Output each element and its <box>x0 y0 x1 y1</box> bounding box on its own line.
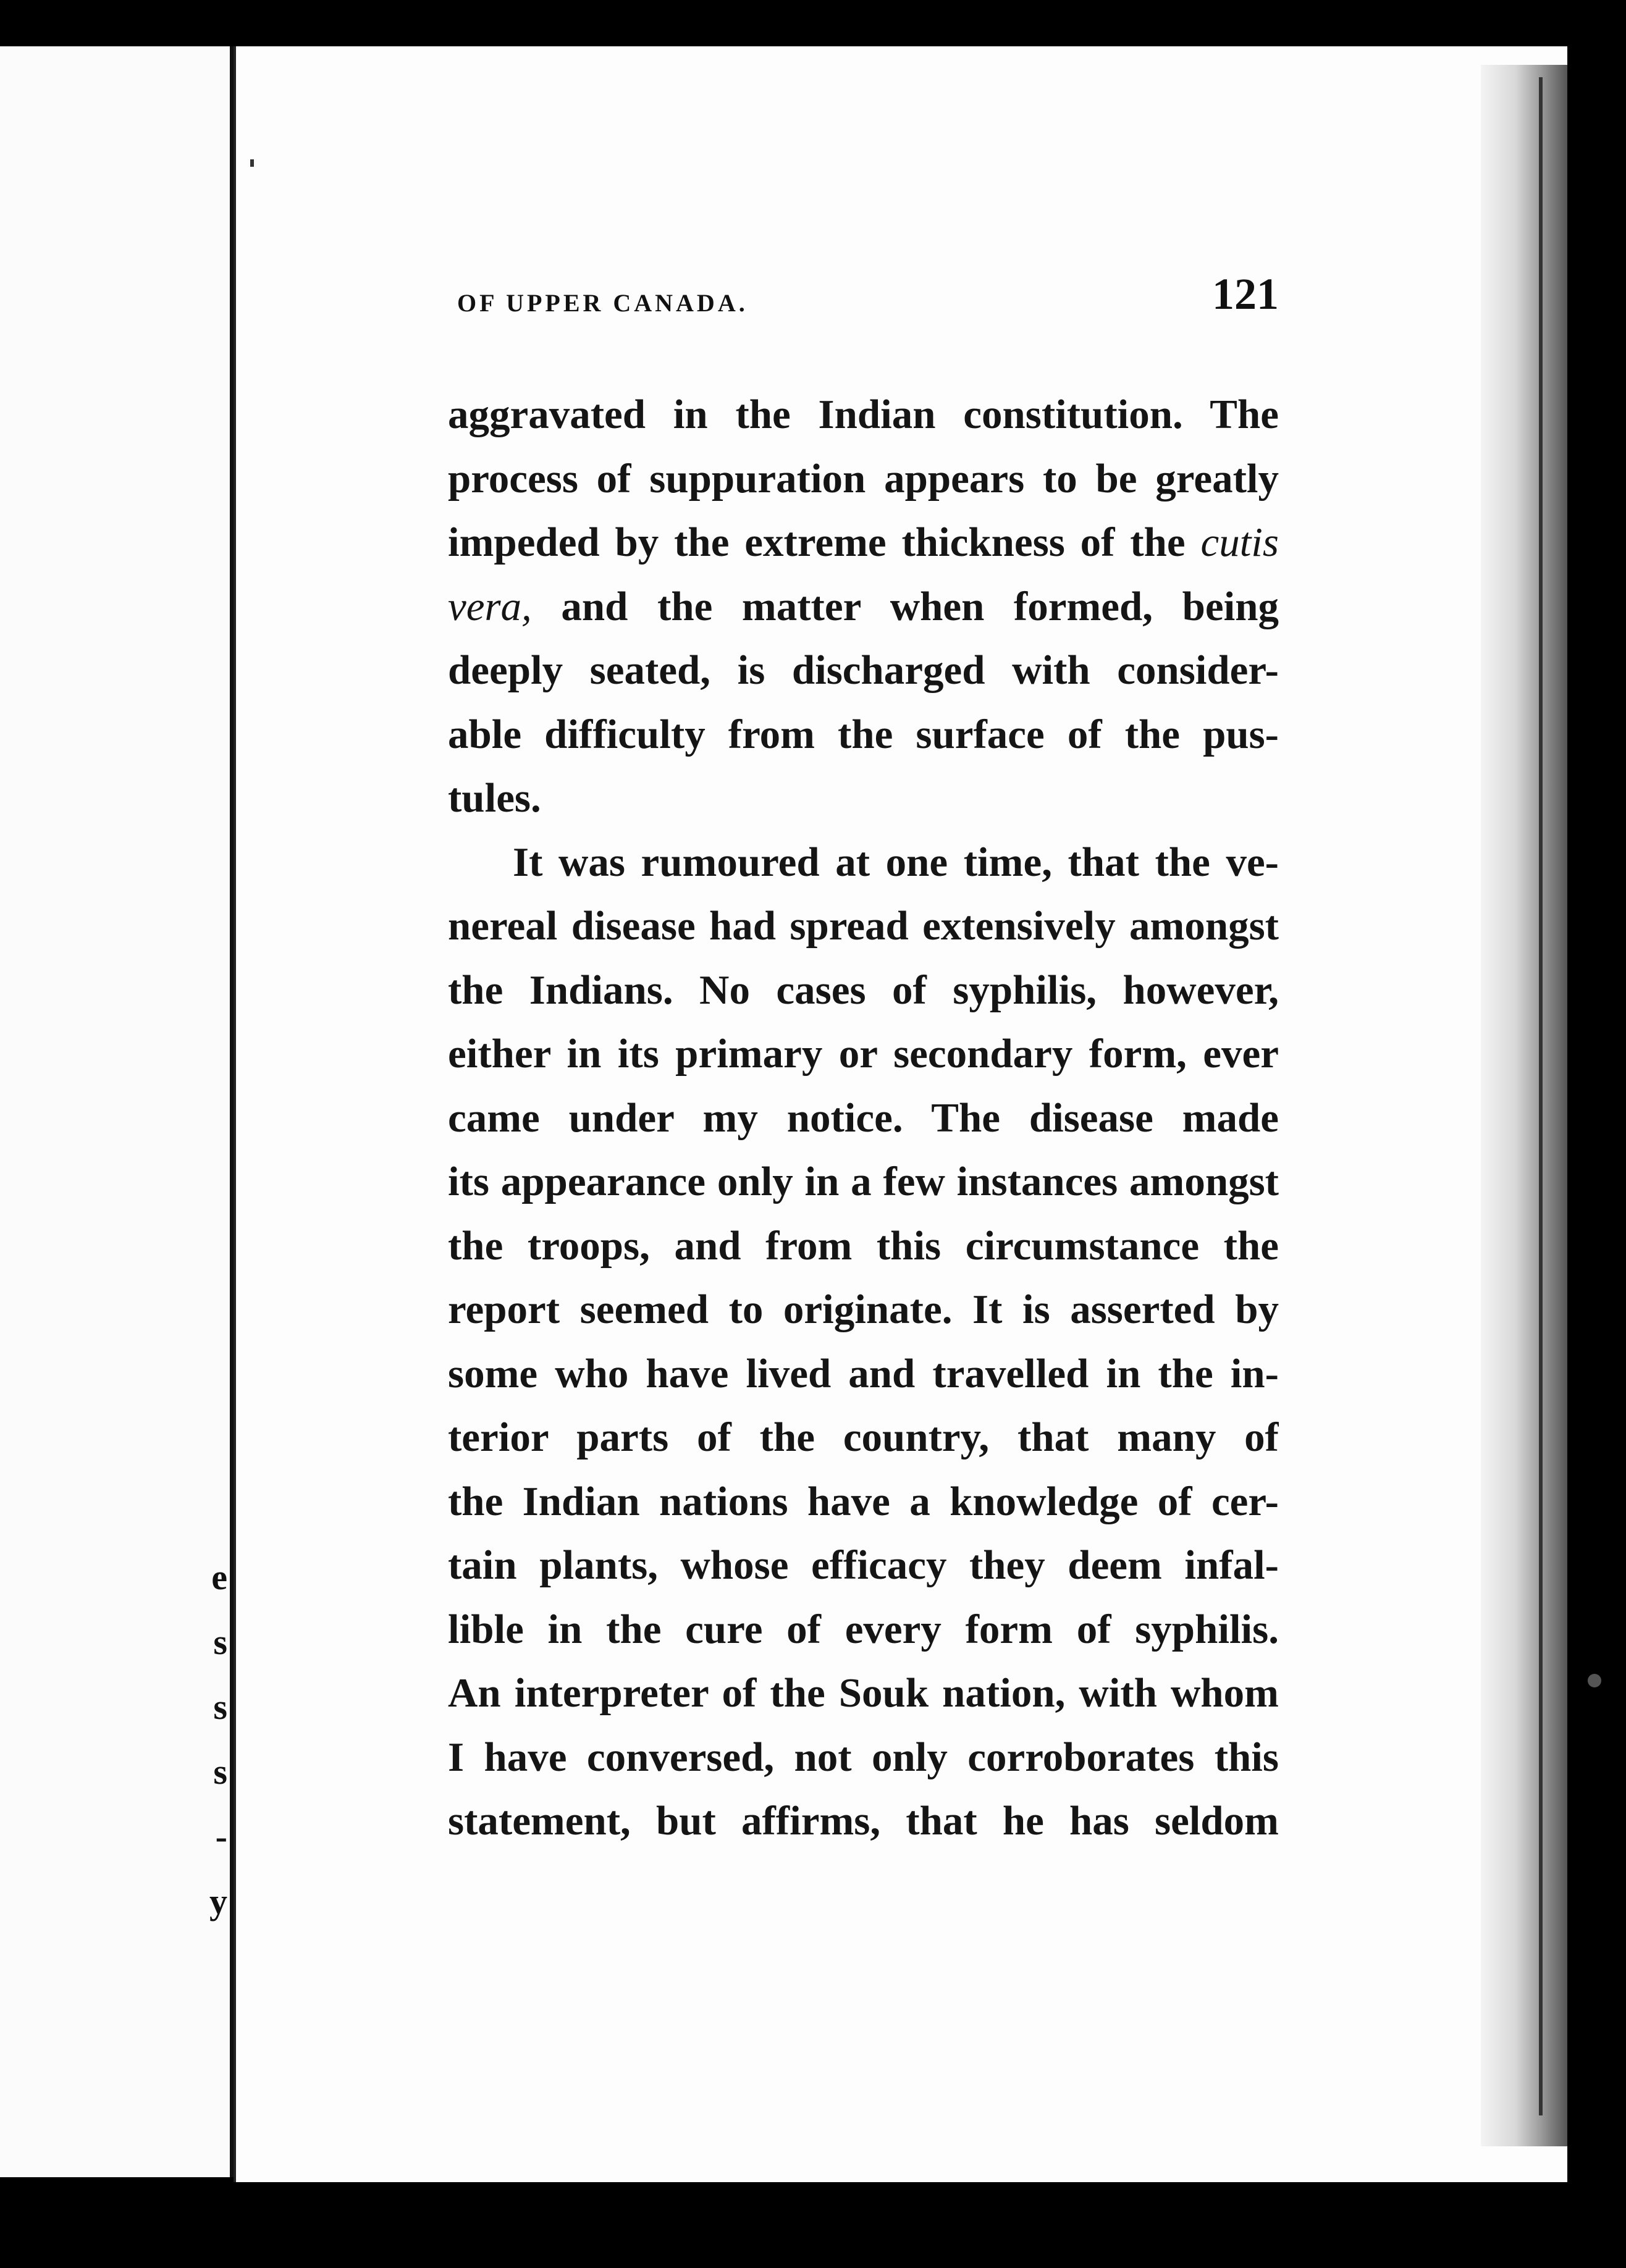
facing-page-glyph: y <box>209 1881 227 1922</box>
text-line <box>448 511 1279 575</box>
page-edge-shadow <box>1481 65 1567 2146</box>
text-line <box>448 575 1279 639</box>
text-line: terior parts of the country, that many of <box>448 1414 1279 1460</box>
paragraph-start-line: It was rumoured at one time, that the ve- <box>513 839 1279 885</box>
text-line: statement, but affirms, that he has seldom <box>448 1798 1279 1844</box>
text-line: some who have lived and travelled in the in- <box>448 1350 1279 1396</box>
text-line: either in its primary or secondary form, ever <box>448 1031 1279 1077</box>
text-line: deeply seated, is discharged with consider- <box>448 647 1279 693</box>
text-line: tules. <box>448 775 541 821</box>
stray-speck <box>1588 1674 1601 1687</box>
text-line: nereal disease had spread extensively amongst <box>448 903 1279 949</box>
text-line: the Indian nations have a knowledge of cer- <box>448 1478 1279 1524</box>
page-edge-line <box>1539 77 1543 2115</box>
text-line: its appearance only in a few instances amongst <box>448 1159 1279 1204</box>
running-title: OF UPPER CANADA. <box>457 289 748 317</box>
facing-page-glyph: s <box>213 1752 227 1792</box>
body-text <box>448 383 1279 1854</box>
text-line: process of suppuration appears to be greatly <box>448 455 1279 502</box>
text-line: came under my notice. The disease made <box>448 1094 1279 1141</box>
facing-page-letter-fragments <box>209 46 227 2177</box>
facing-page-edge <box>0 46 234 2177</box>
italic-term-cutis: cutis <box>1200 519 1279 565</box>
stray-mark <box>250 159 254 167</box>
text-line: lible in the cure of every form of syphilis. <box>448 1606 1279 1652</box>
text-line: tain plants, whose efficacy they deem infal- <box>448 1542 1279 1588</box>
text-line: I have conversed, not only corroborates this <box>448 1734 1279 1780</box>
running-head <box>457 269 1279 337</box>
facing-page-glyph: s <box>213 1687 227 1727</box>
text-line: aggravated in the Indian constitution. The <box>448 392 1279 437</box>
text-line-part: impeded by the extreme thickness of the <box>448 519 1201 565</box>
text-line-part: and the matter when formed, being <box>531 583 1279 629</box>
facing-page-glyph: s <box>213 1622 227 1662</box>
text-line: An interpreter of the Souk nation, with whom <box>448 1670 1279 1716</box>
text-line: report seemed to originate. It is asserted by <box>448 1287 1279 1332</box>
text-line: the troops, and from this circumstance the <box>448 1222 1279 1269</box>
text-line: able difficulty from the surface of the pus- <box>448 711 1279 757</box>
page-number: 121 <box>1212 269 1279 319</box>
facing-page-glyph: - <box>215 1816 227 1857</box>
italic-term-vera: vera, <box>448 583 532 629</box>
facing-page-glyph: e <box>211 1557 227 1597</box>
text-line: the Indians. No cases of syphilis, however, <box>448 967 1279 1013</box>
